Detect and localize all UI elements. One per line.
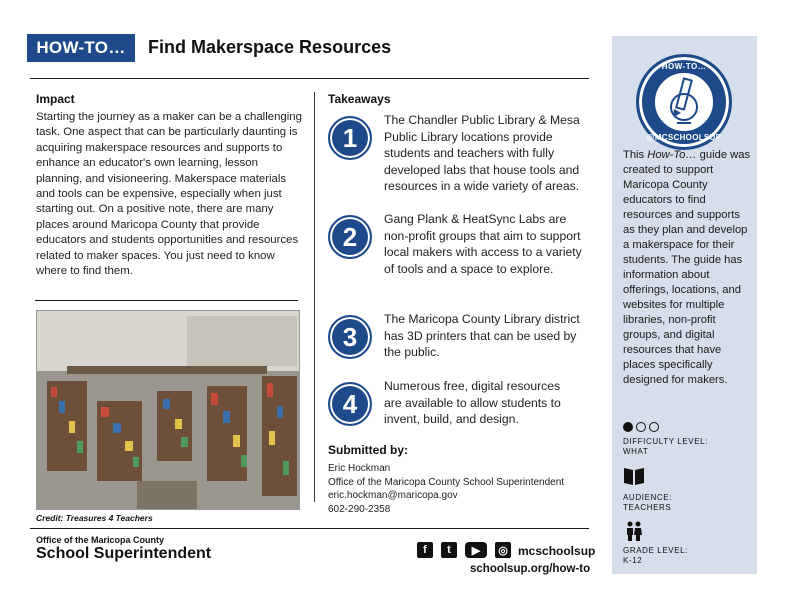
takeaway-number-3: 3 (328, 315, 372, 359)
difficulty-dots (623, 422, 659, 432)
impact-heading: Impact (36, 92, 75, 106)
grade-label: GRADE LEVEL: (623, 546, 689, 555)
facebook-icon[interactable]: f (417, 542, 433, 558)
logo-bottom-text: @MCSCHOOLSUP (646, 133, 722, 142)
takeaway-text-2: Gang Plank & HeatSync Labs are non-profit groups that aim to support local makers with access to a variety of tools and a space to explore. (384, 212, 582, 276)
twitter-icon[interactable]: t (441, 542, 457, 558)
page-title: Find Makerspace Resources (148, 37, 392, 57)
logo-inner-circle (653, 71, 715, 133)
audience-label: AUDIENCE: (623, 493, 672, 502)
sidebar (612, 36, 757, 574)
submitter-email[interactable]: eric.hockman@maricopa.gov (328, 490, 458, 502)
takeaway-item (328, 311, 594, 361)
submitted-heading: Submitted by: (328, 443, 408, 457)
takeaways-heading: Takeaways (328, 92, 391, 106)
sidebar-intro-emphasis: How-To… (647, 149, 697, 161)
logo-top-text: HOW-TO… (661, 62, 707, 71)
takeaway-item (328, 211, 590, 277)
makerspace-photo (36, 310, 300, 510)
submitter-org: Office of the Maricopa County School Superintendent (328, 476, 565, 488)
students-icon (625, 521, 643, 541)
difficulty-dot (623, 422, 633, 432)
audience-value: TEACHERS (623, 503, 672, 512)
takeaway-text-4: Numerous free, digital resources are available to allow students to invent, build, and design. (384, 379, 561, 427)
column-divider (314, 92, 315, 502)
impact-divider (35, 300, 298, 301)
takeaway-item (328, 378, 580, 428)
grade-value: K-12 (623, 556, 643, 565)
howto-logo (636, 54, 732, 150)
sidebar-intro (623, 148, 751, 388)
howto-badge: HOW-TO… (27, 34, 135, 62)
submitter-phone: 602-290-2358 (328, 503, 391, 515)
footer-divider (30, 528, 589, 529)
social-links (417, 542, 511, 558)
takeaway-item (328, 112, 590, 195)
photo-credit: Credit: Treasures 4 Teachers (36, 513, 153, 523)
footer-org-small: Office of the Maricopa County (36, 535, 165, 545)
impact-body: Starting the journey as a maker can be a challenging task. One aspect that can be particularly daunting is acquiring makerspace resources and supports to enhance an educator's own learning, lesson planning, and visioneering. Makerspace materials and tools can be expensive, especially when just starting out. On a positive note, there are many places around Maricopa County that provide educators and students opportunities and resources related to maker spaces. You just need to know where to find them. (36, 111, 302, 278)
difficulty-value: WHAT (623, 447, 649, 456)
takeaway-text-3: The Maricopa County Library district has 3D printers that can be used by the public. (384, 312, 580, 360)
footer-url[interactable]: schoolsup.org/how-to (470, 563, 591, 575)
social-handle[interactable]: mcschoolsup (518, 544, 596, 558)
pencil-icon (655, 73, 713, 131)
book-icon (623, 466, 645, 486)
instagram-icon[interactable]: ◎ (495, 542, 511, 558)
submitted-info (328, 462, 564, 516)
difficulty-dot (649, 422, 659, 432)
sidebar-intro-prefix: This (623, 149, 648, 161)
takeaway-text-1: The Chandler Public Library & Mesa Public Library locations provide students and teachers with fully developed labs that house tools and resources in a wide variety of areas. (384, 113, 580, 194)
submitter-name: Eric Hockman (328, 463, 391, 474)
difficulty-label: DIFFICULTY LEVEL: (623, 437, 709, 446)
difficulty-dot (636, 422, 646, 432)
takeaway-number-2: 2 (328, 215, 372, 259)
takeaway-number-4: 4 (328, 382, 372, 426)
footer-org-name: School Superintendent (36, 545, 212, 562)
youtube-icon[interactable]: ▶ (465, 542, 487, 558)
makerspace-photo-illustration (37, 311, 300, 510)
takeaway-number-1: 1 (328, 116, 372, 160)
sidebar-intro-body: guide was created to support Maricopa County educators to find resources and supports as they plan and develop a makerspace for their students. The guide has information about offerings, locations, and websites for multiple libraries, non-profit groups, and digital resources that have places specifically designed for makers. (623, 149, 751, 386)
header-divider (30, 78, 589, 79)
